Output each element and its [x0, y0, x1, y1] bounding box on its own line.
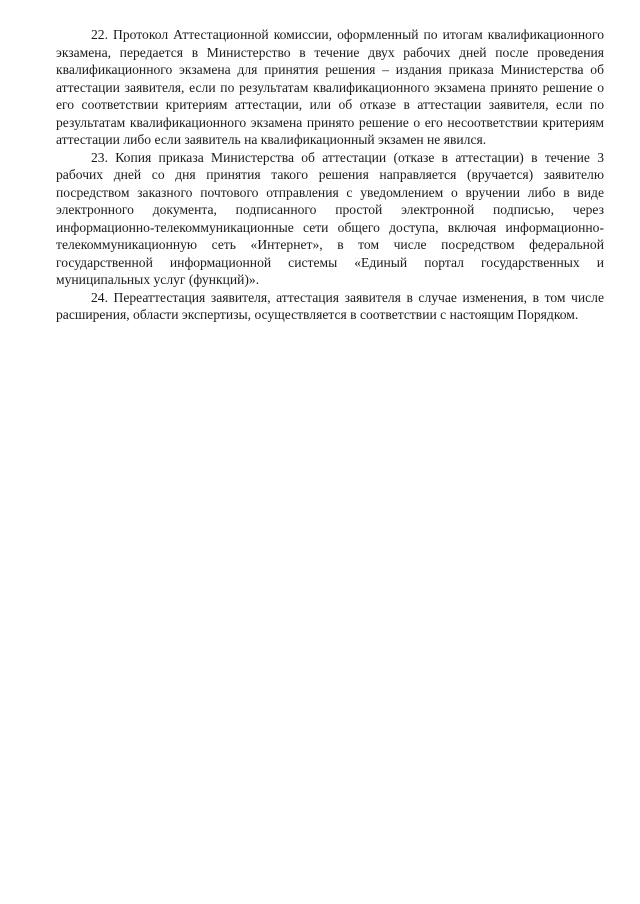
document-body	[56, 26, 604, 324]
paragraph-23: 23. Копия приказа Министерства об аттестации (отказе в аттестации) в течение 3 рабочих дней со дня принятия такого решения направляется (вручается) заявителю посредством заказного почтового отправления с уведомлением о вручении либо в виде электронного документа, подписанного простой электронной подписью, через информационно-телекоммуникационные сети общего доступа, включая информационно-телекоммуникационную сеть «Интернет», в том числе посредством федеральной государственной информационной системы «Единый портал государственных и муниципальных услуг (функций)».	[56, 149, 604, 287]
paragraph-22: 22. Протокол Аттестационной комиссии, оформленный по итогам квалификационного экзамена, передается в Министерство в течение двух рабочих дней после проведения квалификационного экзамена для принятия решения – издания приказа Министерства об аттестации заявителя, если по результатам квалификационного экзамена принято решение о его соответствии критериям аттестации, или об отказе в аттестации заявителя, если по результатам квалификационного экзамена принято решение о его несоответствии критериям аттестации либо если заявитель на квалификационный экзамен не явился.	[56, 27, 604, 147]
paragraph-24: 24. Переаттестация заявителя, аттестация заявителя в случае изменения, в том числе расширения, области экспертизы, осуществляется в соответствии с настоящим Порядком.	[56, 289, 604, 322]
